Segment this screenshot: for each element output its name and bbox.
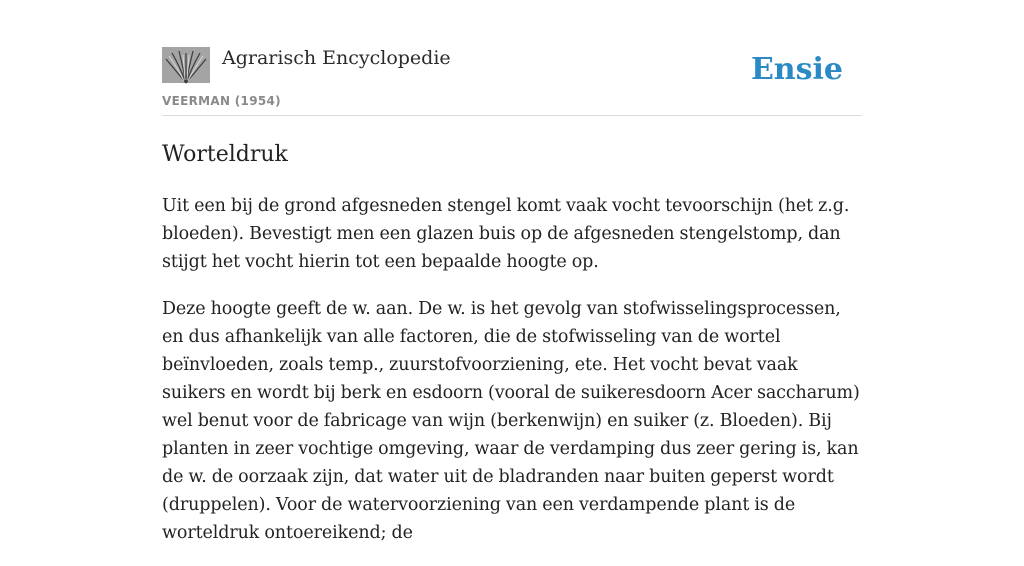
entry-paragraph: Deze hoogte geeft de w. aan. De w. is het gevolg van stofwisselingsprocessen, en dus afhankelijk van alle factoren, die de stofwisseling van de wortel beïnvloeden, zoals temp., zuurstofvoorziening, ete. Het vocht bevat vaak suikers en wordt bij berk en esdoorn (vooral de suikeresdoorn Acer saccharum) wel benut voor de fabricage van wijn (berkenwijn) en suiker (z. Bloeden). Bij planten in zeer vochtige omgeving, waar de verdamping dus zeer gering is, kan de w. de oorzaak zijn, dat water uit de bladranden naar buiten geperst wordt (druppelen). Voor de watervoorziening van een verdampende plant is de worteldruk ontoereikend; de	[162, 299, 860, 543]
page	[162, 0, 862, 543]
header	[162, 0, 862, 116]
entry-paragraph: Uit een bij de grond afgesneden stengel komt vaak vocht tevoorschijn (het z.g. bloeden). Bevestigt men een glazen buis op de afgesneden stengelstomp, dan stijgt het vocht hierin tot een bepaalde hoogte op.	[162, 196, 850, 272]
book-title[interactable]: Agrarisch Encyclopedie	[222, 47, 451, 69]
entry-title: Worteldruk	[162, 142, 288, 167]
book-author: VEERMAN (1954)	[162, 94, 281, 108]
entry-body	[162, 192, 862, 566]
wheat-sheaf-icon[interactable]	[162, 47, 210, 83]
brand-logo[interactable]: Ensie	[750, 52, 843, 87]
